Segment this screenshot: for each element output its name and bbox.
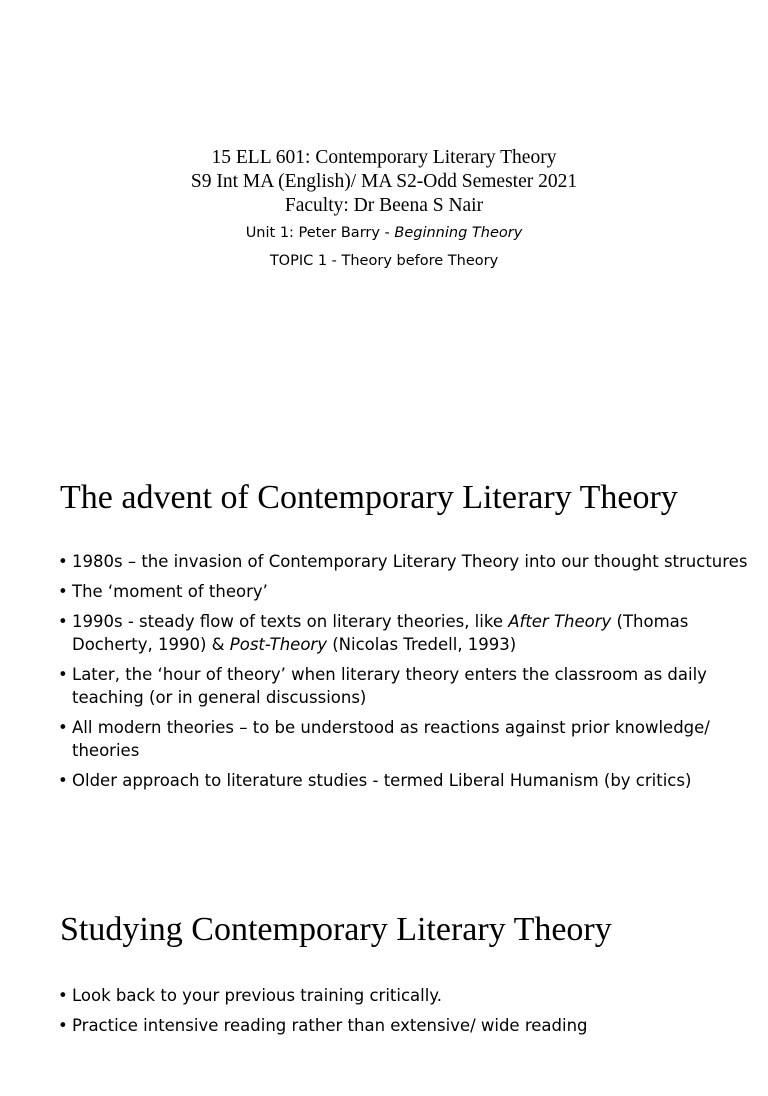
bullet-icon: • [58,986,68,1005]
bullet-text: Look back to your previous training critically. [72,986,442,1005]
bullet-item [58,984,748,1007]
course-title: 15 ELL 601: Contemporary Literary Theory [211,147,557,168]
bullet-icon: • [58,552,68,571]
bullet-icon: • [58,771,68,790]
title-slide [0,0,768,426]
bullet-text: Practice intensive reading rather than extensive/ wide reading [72,1016,588,1035]
unit-line [0,224,768,242]
bullet-text: 1980s – the invasion of Contemporary Literary Theory into our thought structures [72,552,748,571]
slide-heading: The advent of Contemporary Literary Theory [60,479,678,516]
advent-slide [0,456,768,876]
bullet-text: Later, the ‘hour of theory’ when literary theory enters the classroom as daily teaching (or in general discussions) [72,665,707,707]
bullet-item [58,550,748,573]
bullet-item [58,769,748,792]
book-title: Post-Theory [229,635,327,654]
unit-book-title: Beginning Theory [394,225,523,241]
program-line: S9 Int MA (English)/ MA S2-Odd Semester 2021 [190,171,578,192]
bullet-icon: • [58,665,68,684]
bullet-text: All modern theories – to be understood as reactions against prior knowledge/ theories [72,718,710,760]
bullet-list [58,984,748,1044]
slide-heading: Studying Contemporary Literary Theory [60,911,612,948]
bullet-item [58,580,748,603]
bullet-item [58,716,748,762]
bullet-text: The ‘moment of theory’ [72,582,268,601]
bullet-item [58,610,748,656]
title-block [0,146,768,270]
faculty-line: Faculty: Dr Beena S Nair [284,195,484,216]
bullet-icon: • [58,582,68,601]
bullet-icon: • [58,1016,68,1035]
bullet-list [58,550,748,799]
studying-slide [0,896,768,1096]
book-title: After Theory [508,612,612,631]
bullet-text-part: (Nicolas Tredell, 1993) [326,635,517,654]
topic-line: TOPIC 1 - Theory before Theory [269,253,499,269]
bullet-icon: • [58,718,68,737]
bullet-text: Older approach to literature studies - termed Liberal Humanism (by critics) [72,771,692,790]
bullet-item [58,663,748,709]
bullet-icon: • [58,612,68,631]
bullet-text-part: 1990s - steady flow of texts on literary theories, like [72,612,509,631]
unit-prefix: Unit 1: Peter Barry - [245,225,395,241]
bullet-text-part: (Thomas Docherty, 1990) & [72,612,689,654]
bullet-item [58,1014,748,1037]
